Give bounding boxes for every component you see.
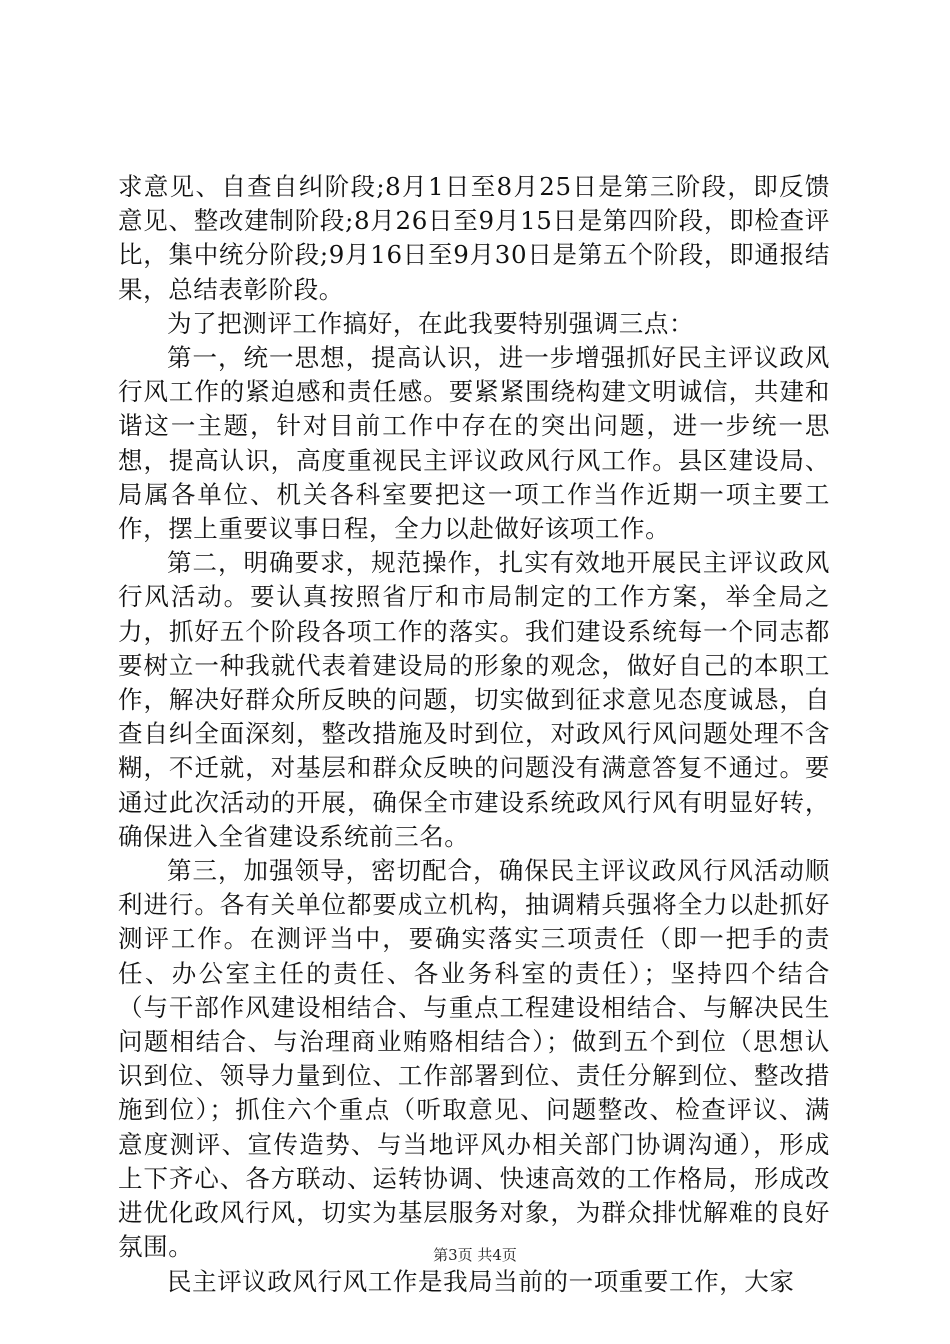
paragraph-closing: 民主评议政风行风工作是我局当前的一项重要工作，大家: [167, 1266, 795, 1296]
paragraph-intro: 为了把测评工作搞好，在此我要特别强调三点：: [167, 308, 695, 338]
paragraph-continuation: 求意见、自查自纠阶段;8月1日至8月25日是第三阶段，即反馈意见、整改建制阶段;8月26日至9月15日是第四阶段，即检查评比，集中统分阶段;9月16日至9月30日是第五个阶段，即通报结果，总结表彰阶段。: [118, 172, 830, 304]
page-number-footer: 第3页 共4页: [433, 1246, 517, 1264]
body-text: [118, 170, 830, 1299]
paragraph-point-three: 第三，加强领导，密切配合，确保民主评议政风行风活动顺利进行。各有关单位都要成立机构，抽调精兵强将全力以赴抓好测评工作。在测评当中，要确实落实三项责任（即一把手的责任、办公室主任的责任、各业务科室的责任）；坚持四个结合（与干部作风建设相结合、与重点工程建设相结合、与解决民生问题相结合、与治理商业贿赂相结合）；做到五个到位（思想认识到位、领导力量到位、工作部署到位、责任分解到位、整改措施到位）；抓住六个重点（听取意见、问题整改、检查评议、满意度测评、宣传造势、与当地评风办相关部门协调沟通），形成上下齐心、各方联动、运转协调、快速高效的工作格局，形成改进优化政风行风，切实为基层服务对象，为群众排忧解难的良好氛围。: [118, 856, 830, 1262]
paragraph-point-two: 第二，明确要求，规范操作，扎实有效地开展民主评议政风行风活动。要认真按照省厅和市局制定的工作方案，举全局之力，抓好五个阶段各项工作的落实。我们建设系统每一个同志都要树立一种我就代表着建设局的形象的观念，做好自己的本职工作，解决好群众所反映的问题，切实做到征求意见态度诚恳，自查自纠全面深刻，整改措施及时到位，对政风行风问题处理不含糊，不迁就，对基层和群众反映的问题没有满意答复不通过。要通过此次活动的开展，确保全市建设系统政风行风有明显好转，确保进入全省建设系统前三名。: [118, 548, 830, 851]
paragraph-point-one: 第一，统一思想，提高认识，进一步增强抓好民主评议政风行风工作的紧迫感和责任感。要紧紧围绕构建文明诚信，共建和谐这一主题，针对目前工作中存在的突出问题，进一步统一思想，提高认识，高度重视民主评议政风行风工作。县区建设局、局属各单位、机关各科室要把这一项工作当作近期一项主要工作，摆上重要议事日程，全力以赴做好该项工作。: [118, 343, 830, 544]
